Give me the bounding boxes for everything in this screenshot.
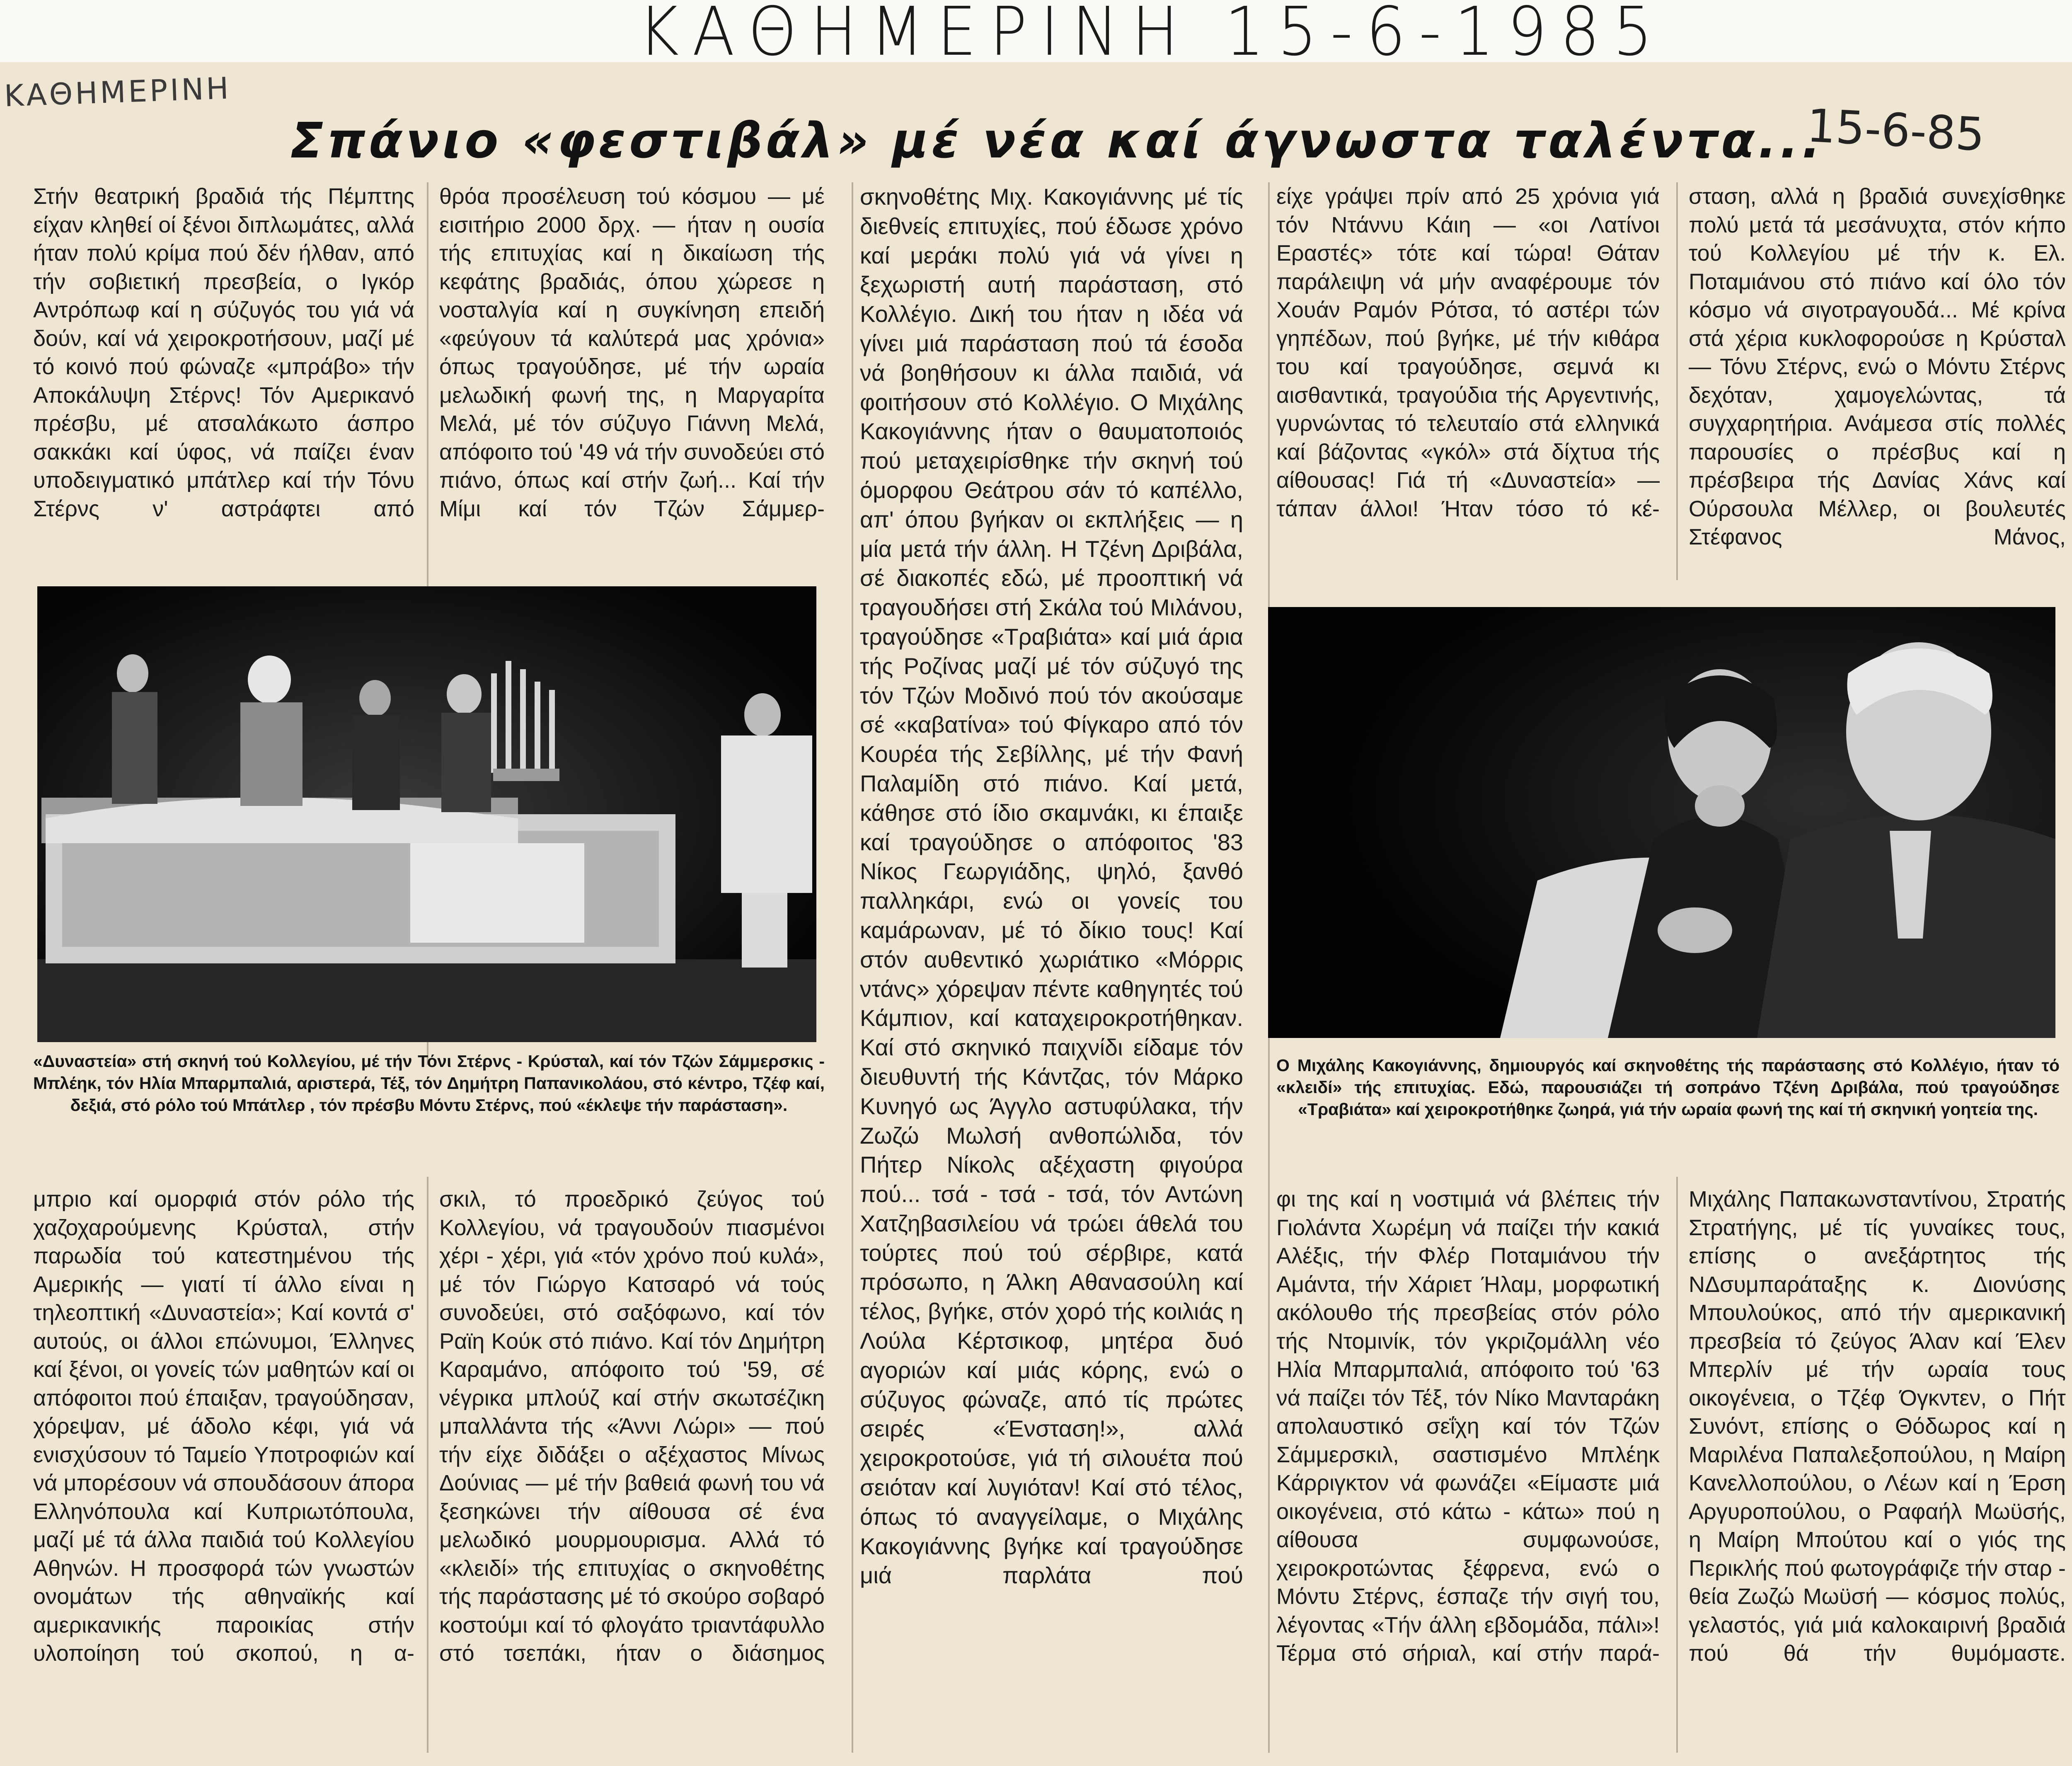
article-column-3: σκηνοθέτης Μιχ. Κακογιάννης μέ τίς διεθνείς επιτυχίες, πού έδωσε χρόνο καί μεράκι πολύ γιά νά γίνει η ξεχωριστή αυτή παράσταση, στό Κολλέγιο. Δική του ήταν η ιδέα νά γίνει μιά παράσταση πού τά έσοδα νά βοηθήσουν κι άλλα παιδιά, νά φοιτήσουν στό Κολλέγιο. Ο Μιχάλης Κακογιάννης ήταν ο θαυματοποιός πού μεταχειρίσθηκε τήν σκηνή τού όμορφου Θεάτρου σάν τό καπέλλο, απ' όπου βγήκαν οι εκπλήξεις — η μία μετά τήν άλλη. Η Τζένη Δριβάλα, σέ διακοπές εδώ, μέ προοπτική νά τραγουδήσει στή Σκάλα τού Μιλάνου, τραγούδησε «Τραβιάτα» καί μιά άρια τής Ροζίνας μαζί μέ τόν σύζυγό της τόν Τζών Μοδινό πού τόν ακούσαμε σέ «καβατίνα» τού Φίγκαρο από τόν Κουρέα τής Σεβίλλης, μέ τήν Φανή Παλαμίδη στό πιάνο. Καί μετά, κάθησε στό ίδιο σκαμνάκι, κι έπαιξε καί τραγούδησε ο απόφοιτος '83 Νίκος Γεωργιάδης, ψηλό, ξανθό παλληκάρι, ενώ οι γονείς του καμάρωναν, μέ τό δίκιο τους! Καί στόν αυθεντικό χωριάτικο «Μόρρις ντάνς» χόρεψαν πέντε καθηγητές τού Κάμπιον, καί καταχειροκροτήθηκαν. Καί στό σκηνικό παιχνίδι είδαμε τόν διευθυντή τής Κάντζας, τόν Μάρκο Κυνηγό ως Άγγλο αστυφύλακα, τήν Ζωζώ Μωλσή ανθοπώλιδα, τόν Πήτερ Νίκολς αξέχαστη φιγούρα πού... τσά - τσά - τσά, τόν Αντώνη Χατζηβασιλείου νά τρώει άθελά του τούρτες πού τού σέρβιρε, κατά πρόσωπο, η Άλκη Αθανασούλη καί τέλος, βγήκε, στόν χορό τής κοιλιάς η Λούλα Κέρτσικοφ, μητέρα δυό αγοριών καί μιάς κόρης, ενώ ο σύζυγος φώναζε, από τίς πρώτες σειρές «Ένσταση!», αλλά χειροκροτούσε, γιά τή σιλουέτα πού σειόταν καί λυγιόταν! Καί στό τέλος, όπως τό αναγγείλαμε, ο Μιχάλης Κακογιάννης βγήκε καί τραγούδησε μιά παρλάτα πού — [860, 184, 1243, 1589]
photo-caption-left: «Δυναστεία» στή σκηνή τού Κολλεγίου, μέ τήν Τόνι Στέρνς - Κρύσταλ, καί τόν Τζών Σάμμερσκις - Μπλέηκ, τόν Ηλία Μπαρμπαλιά, αριστερά, Τέξ, τόν Δημήτρη Παπανικολάου, στό κέντρο, Τζέφ καί, δεξιά, στό ρόλο τού Μπάτλερ , τόν πρέσβυ Μόντυ Στέρνς, πού «έκλεψε τήν παράσταση». — [33, 1052, 825, 1115]
kakogiannis-portrait-photo — [1268, 607, 2055, 1038]
column-rule — [852, 182, 853, 1753]
article-column-5: σταση, αλλά η βραδιά συνεχίσθηκε πολύ μετά τά μεσάνυχτα, στόν κήπο τού Κολλεγίου μέ τήν κ. Ελ. Ποταμιάνου στό πιάνο καί όλο τόν κόσμο νά σιγοτραγουδά... Μέ κρίνα στά χέρια κυκλοφορούσε η Κρύσταλ — Τόνυ Στέρνς, ενώ ο Μόντυ Στέρνς δεχόταν, χαμογελώντας, τά συγχαρητήρια. Ανάμεσα στίς πολλές παρουσίες ο πρέσβυς καί η πρέσβειρα τής Δανίας Χάνς καί Ούρσουλα Μέλλερ, οι βουλευτές Στέφανος Μάνος, — [1689, 184, 2066, 549]
photo-caption-right: Ο Μιχάλης Κακογιάννης, δημιουργός καί σκηνοθέτης τής παράστασης στό Κολλέγιο, ήταν τό «κλειδί» τής επιτυχίας. Εδώ, παρουσιάζει τή σοπράνο Τζένη Δριβάλα, πού τραγούδησε «Τραβιάτα» καί χειροκροτήθηκε ζωηρά, γιά τήν ωραία φωνή της καί τή σκηνική γοητεία της. — [1276, 1056, 2060, 1119]
article-column-8: φι της καί η νοστιμιά νά βλέπεις τήν Γιολάντα Χωρέμη νά παίζει τήν κακιά Αλέξις, τήν Φλέρ Ποταμιάνου τήν Αμάντα, τήν Χάριετ Ήλαμ, μορφωτική ακόλουθο τής πρεσβείας στόν ρόλο τής Ντομινίκ, τόν γκριζομάλλη νέο Ηλία Μπαρμπαλιά, απόφοιτο τού '63 νά παίζει τόν Τέξ, τόν Νίκο Μανταράκη απολαυστικό σεΐχη καί τόν Τζών Σάμμερσκιλ, σαστισμένο Μπλέηκ Κάρριγκτον νά φωνάζει «Είμαστε μιά οικογένεια, στό κάτω - κάτω» πού η αίθουσα συμφωνούσε, χειροκροτώντας ξέφρενα, ενώ ο Μόντυ Στέρνς, έσπαζε τήν σιγή του, λέγοντας «Τήν άλλη εβδομάδα, πάλι»! Τέρμα στό σήριαλ, καί στήν παρά- — [1276, 1187, 1660, 1666]
article-headline: Σπάνιο «φεστιβάλ» μέ νέα καί άγνωστα ταλέντα... — [290, 112, 1824, 169]
article-column-9: Μιχάλης Παπακωνσταντίνου, Στρατής Στρατήγης, μέ τίς γυναίκες τους, επίσης ο ανεξάρτητος τής ΝΔσυμπαράταξης κ. Διονύσης Μπουλούκος, από τήν αμερικανική πρεσβεία τό ζεύγος Άλαν καί Έλεν Μπερλίν μέ τήν ωραία τους οικογένεια, ο Τζέφ Όγκντεν, ο Πήτ Συνόντ, επίσης ο Θόδωρος καί η Μαριλένα Παπαλεξοπούλου, η Μαίρη Κανελλοπούλου, ο Λέων καί η Έρση Αργυροπούλου, ο Ραφαήλ Μωϋσής, η Μαίρη Μπούτου καί ο γιός της Περικλής πού φωτογράφιζε τήν σταρ - θεία Ζωζώ Μωϋσή — κόσμος πολύς, γελαστός, γιά μιά καλοκαιρινή βραδιά πού θά τήν θυμόμαστε. — [1689, 1187, 2066, 1666]
column-rule — [1676, 182, 1678, 580]
article-column-7: σκιλ, τό προεδρικό ζεύγος τού Κολλεγίου, νά τραγουδούν πιασμένοι χέρι - χέρι, γιά «τόν χρόνο πού κυλά», μέ τόν Γιώργο Κατσαρό νά τούς συνοδεύει, στό σαξόφωνο, καί τόν Ραϊη Κούκ στό πιάνο. Καί τόν Δημήτρη Καραμάνο, απόφοιτο τού '59, σέ νέγρικα μπλούζ καί στήν σκωτσέζικη μπαλλάντα τής «Άννι Λώρι» — πού τήν είχε διδάξει ο αξέχαστος Μίνως Δούνιας — μέ τήν βαθειά φωνή του νά ξεσηκώνει τήν αίθουσα σέ ένα μελωδικό μουρμουρισμα. Αλλά τό «κλειδί» τής επιτυχίας ο σκηνοθέτης τής παράστασης μέ τό σκούρο σοβαρό κοστούμι καί τό φλογάτο τριαντάφυλλο στό τσεπάκι, ήταν ο διάσημος — [439, 1187, 825, 1666]
article-column-1: Στήν θεατρική βραδιά τής Πέμπτης είχαν κληθεί οί ξένοι διπλωμάτες, αλλά ήταν πολύ κρίμα πού δέν ήλθαν, από τήν σοβιετική πρεσβεία, ο Ιγκόρ Αντρόπωφ καί η σύζυγός του γιά νά δούν, καί νά χειροκροτήσουν, μαζί μέ τό κοινό πού φώναζε «μπράβο» τήν Αποκάλυψη Στέρνς! Τόν Αμερικανό πρέσβυ, μέ ατσαλάκωτο άσπρο σακκάκι καί ύφος, νά παίζει έναν υποδειγματικό μπάτλερ καί τήν Τόνυ Στέρνς ν' αστράφτει από — [33, 184, 414, 521]
article-column-4: είχε γράψει πρίν από 25 χρόνια γιά τόν Ντάννυ Κάιη — «οι Λατίνοι Εραστές» τότε καί τώρα! Θάταν παράλειψη νά μήν αναφέρουμε τόν Χουάν Ραμόν Ρότσα, τό αστέρι τών γηπέδων, πού βγήκε, μέ τήν κιθάρα του καί τραγούδησε, σεμνά κι αισθαντικά, τραγούδια τής Αργεντινής, γυρνώντας τό τελευταίο στά ελληνικά καί βάζοντας «γκόλ» στά δίχτυα τής αίθουσας! Γιά τή «Δυναστεία» — τάπαν άλλοι! Ήταν τόσο τό κέ- — [1276, 184, 1660, 521]
handwritten-corner-note: ΚΑΘΗΜΕΡΙΝΗ — [3, 70, 232, 114]
handwritten-date-note: 15-6-85 — [1805, 99, 1986, 162]
column-rule — [427, 1177, 428, 1753]
article-column-6: μπριο καί ομορφιά στόν ρόλο τής χαζοχαρούμενης Κρύσταλ, στήν παρωδία τού κατεστημένου τής Αμερικής — γιατί τί άλλο είναι η τηλεοπτική «Δυναστεία»; Καί κοντά σ' αυτούς, οι άλλοι επώνυμοι, Έλληνες καί ξένοι, οι γονείς τών μαθητών καί οι απόφοιτοι πού έπαιξαν, τραγούδησαν, χόρεψαν, μέ άδολο κέφι, γιά νά ενισχύσουν τό Ταμείο Υποτροφιών καί νά μπορέσουν νά σπουδάσουν άπορα Ελληνόπουλα καί Κυπριωτόπουλα, μαζί μέ τά άλλα παιδιά τού Κολλεγίου Αθηνών. Η προσφορά τών γνωστών ονομάτων τής αθηναϊκής καί αμερικανικής παροικίας στήν υλοποίηση τού σκοπού, η α- — [33, 1187, 414, 1666]
column-rule — [1676, 1177, 1678, 1753]
dynasty-stage-photo — [37, 586, 816, 1042]
article-column-2: θρόα προσέλευση τού κόσμου — μέ εισιτήριο 2000 δρχ. — ήταν η ουσία τής επιτυχίας καί η δικαίωση τής κεφάτης βραδιάς, όπου χώρεσε η νοσταλγία καί η συγκίνηση επειδή «φεύγουν τά καλύτερά μας χρόνια» όπως τραγούδησε, μέ τήν ωραία μελωδική φωνή της, η Μαργαρίτα Μελά, μέ τόν σύζυγο Γιάννη Μελά, απόφοιτο τού '49 νά τήν συνοδεύει στό πιάνο, όπως καί στήν ζωή... Καί τήν Μίμι καί τόν Τζών Σάμμερ- — [439, 184, 825, 521]
handwritten-source-note: ΚΑΘΗΜΕΡΙΝΗ 15-6-1985 — [638, 0, 1666, 71]
